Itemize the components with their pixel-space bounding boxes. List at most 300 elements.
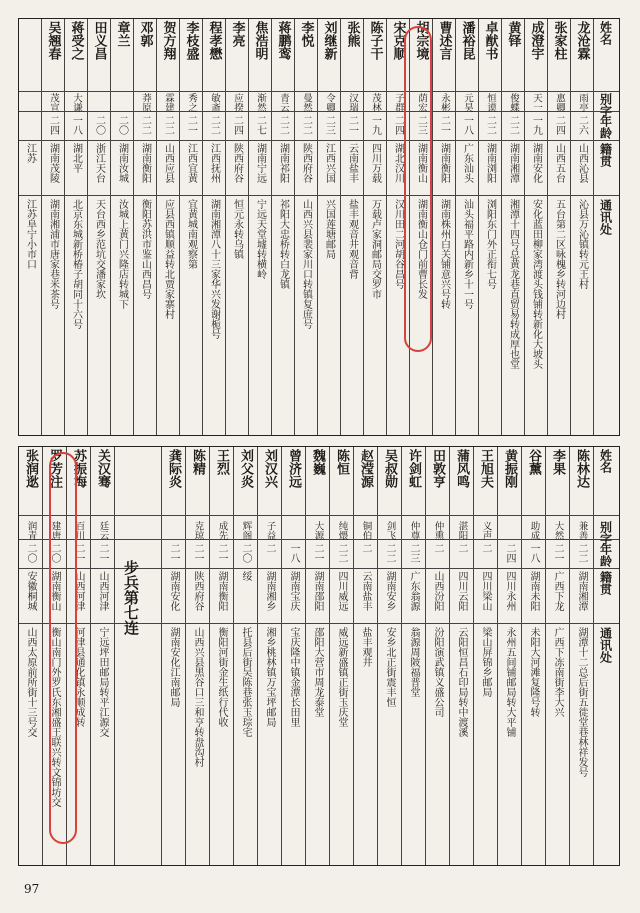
age-cell-wrap	[450, 543, 473, 567]
alias-cell: 兼善	[576, 521, 588, 540]
native-place-cell-wrap	[42, 143, 64, 193]
native-place-cell-wrap	[65, 143, 87, 193]
header-column	[594, 447, 618, 865]
age-cell-wrap	[364, 115, 386, 139]
alias-cell-wrap	[474, 521, 497, 539]
native-place-cell: 山西汾阳	[432, 571, 443, 611]
name-cell-wrap	[234, 449, 257, 517]
name-cell: 成澄宇	[528, 21, 544, 60]
address-cell: 广西下冻南街李大兴	[552, 627, 563, 717]
name-cell: 田敦亨	[430, 449, 445, 488]
address-cell: 衡山南门外罗氏东湘盛王联兴转文锦坊交	[49, 627, 60, 807]
native-place-cell: 山西河津	[73, 571, 84, 611]
native-place-cell: 湖南衡阳	[438, 143, 450, 183]
address-cell: 河津县通化镇永顺成转	[73, 627, 84, 727]
age-cell: 二〇	[240, 543, 251, 563]
native-place-cell: 四川永州	[504, 571, 515, 611]
alias-cell: 雨亭	[577, 93, 588, 112]
address-cell-wrap	[426, 627, 449, 857]
address-cell-wrap	[162, 627, 185, 857]
name-cell: 李果	[550, 449, 565, 475]
alias-cell: 曼然	[301, 93, 312, 112]
person-column	[498, 447, 522, 865]
native-place-cell: 湖南衡阳	[139, 143, 151, 183]
age-cell: 二四	[504, 543, 515, 563]
person-column	[157, 19, 180, 435]
header-name: 姓名	[598, 21, 613, 45]
address-cell-wrap	[91, 627, 114, 857]
alias-cell-wrap	[186, 521, 209, 539]
native-place-cell-wrap	[272, 143, 294, 193]
address-cell: 衡阳苏洪市鉴山西昌号	[139, 199, 151, 299]
address-cell: 云阳恒昌石印局转中渡溪	[456, 627, 467, 737]
header-native: 籍贯	[598, 143, 613, 167]
name-cell-wrap	[186, 449, 209, 517]
name-cell: 李亮	[229, 21, 245, 47]
alias-cell: 霖建	[163, 93, 174, 112]
age-cell: 二一	[192, 543, 203, 563]
native-place-cell: 四川梁山	[480, 571, 491, 611]
name-cell: 贺方翔	[160, 21, 176, 60]
native-place-cell-wrap	[570, 571, 593, 621]
highlight-oval-bottom	[49, 452, 77, 844]
age-cell: 二二	[336, 543, 347, 563]
address-cell: 盐丰观井	[360, 627, 371, 667]
alias-cell: 大然	[552, 521, 564, 540]
name-cell-wrap	[210, 449, 233, 517]
native-place-cell: 山西河津	[97, 571, 108, 611]
alias-cell-wrap	[19, 93, 41, 111]
alias-cell: 应揆	[232, 93, 243, 112]
native-place-cell-wrap	[378, 571, 401, 621]
name-cell-wrap	[282, 449, 305, 517]
native-place-cell-wrap	[249, 143, 271, 193]
name-cell: 罗芳注	[47, 449, 62, 488]
name-cell-wrap	[571, 21, 593, 89]
address-cell: 五台第二区咏槐乡转河边村	[553, 199, 565, 319]
name-cell: 黄振刚	[502, 449, 517, 488]
age-cell-wrap	[402, 543, 425, 567]
alias-cell-wrap	[162, 521, 185, 539]
address-cell-wrap	[306, 627, 329, 857]
age-cell: 二一	[438, 115, 450, 135]
alias-cell-wrap	[318, 93, 340, 111]
age-cell: 二二	[507, 115, 519, 135]
address-cell: 湖南安化江南邮局	[168, 627, 179, 707]
address-cell: 衡阳河街金生纸行代收	[216, 627, 227, 727]
age-cell-wrap	[186, 543, 209, 567]
alias-cell-wrap	[571, 93, 593, 111]
name-cell: 刘继新	[321, 21, 337, 60]
native-place-cell: 江苏	[24, 143, 36, 163]
native-place-cell: 江西兴国	[323, 143, 335, 183]
native-place-cell: 安徽桐城	[25, 571, 36, 611]
age-cell-wrap	[548, 115, 570, 139]
person-column	[546, 447, 570, 865]
address-cell: 安化蓝田柳家湾渡头钱铺转新化大坡头	[530, 199, 542, 369]
age-cell-wrap	[65, 115, 87, 139]
name-cell-wrap	[594, 21, 618, 89]
native-place-cell-wrap	[258, 571, 281, 621]
address-cell: 祁阳大忠桥转白龙镇	[277, 199, 289, 289]
native-place-cell-wrap	[402, 571, 425, 621]
address-cell-wrap	[378, 627, 401, 857]
person-column	[65, 19, 88, 435]
age-cell: 二一	[346, 115, 358, 135]
alias-cell-wrap	[522, 521, 545, 539]
age-cell-wrap	[522, 543, 545, 567]
native-place-cell-wrap	[498, 571, 521, 621]
native-place-cell-wrap	[134, 143, 156, 193]
alias-cell: 元昊	[462, 93, 473, 112]
native-place-cell-wrap	[354, 571, 377, 621]
name-cell-wrap	[111, 21, 133, 89]
name-cell: 赵滢源	[358, 449, 373, 488]
native-place-cell: 浙江天台	[93, 143, 105, 183]
alias-cell: 仲熏	[432, 521, 444, 540]
age-cell: 二	[456, 543, 467, 553]
section-title-column	[115, 447, 162, 865]
alias-cell-wrap	[450, 521, 473, 539]
native-place-cell: 湖南安化	[168, 571, 179, 611]
address-cell-wrap	[433, 199, 455, 429]
address-cell: 盐丰观音井观音背	[346, 199, 358, 279]
person-column	[433, 19, 456, 435]
name-cell: 陈林达	[574, 449, 589, 488]
name-cell-wrap	[502, 21, 524, 89]
top-columns	[19, 19, 618, 435]
name-cell-wrap	[594, 449, 618, 517]
person-column	[378, 447, 402, 865]
person-column	[272, 19, 295, 435]
name-cell: 蒲风鸣	[454, 449, 469, 488]
native-place-cell: 四川威远	[336, 571, 347, 611]
address-cell-wrap	[546, 627, 569, 857]
name-cell: 刘父炎	[238, 449, 253, 488]
address-cell-wrap	[180, 199, 202, 429]
name-cell-wrap	[330, 449, 353, 517]
age-cell-wrap	[433, 115, 455, 139]
name-cell: 张家柱	[551, 21, 567, 60]
name-cell-wrap	[203, 21, 225, 89]
age-cell: 一八	[528, 543, 539, 563]
name-cell-wrap	[474, 449, 497, 517]
native-place-cell: 湖南邵阳	[312, 571, 323, 611]
address-cell-wrap	[258, 627, 281, 857]
address-cell: 湖南湘潭八十三家华兴发谢栀号	[208, 199, 220, 339]
alias-cell: 纯煨	[336, 521, 348, 540]
age-cell: 二二	[139, 115, 151, 135]
address-cell: 江苏阜宁小市口	[24, 199, 36, 269]
native-place-cell: 绥	[240, 571, 251, 581]
alias-cell-wrap	[570, 521, 593, 539]
native-place-cell-wrap	[548, 143, 570, 193]
address-cell-wrap	[157, 199, 179, 429]
name-cell: 王烈	[214, 449, 229, 475]
address-cell: 湖南株州白关铺意兴号转	[438, 199, 450, 309]
address-cell-wrap	[594, 199, 618, 429]
age-cell-wrap	[295, 115, 317, 139]
name-cell-wrap	[19, 449, 42, 517]
name-cell: 李枝盛	[183, 21, 199, 60]
person-column	[249, 19, 272, 435]
header-age: 年龄	[598, 115, 613, 139]
address-cell-wrap	[502, 199, 524, 429]
address-cell-wrap	[234, 627, 257, 857]
alias-cell: 建唐	[49, 521, 61, 540]
age-cell-wrap	[258, 543, 281, 567]
native-place-cell-wrap	[571, 143, 593, 193]
alias-cell-wrap	[502, 93, 524, 111]
age-cell-wrap	[341, 115, 363, 139]
alias-cell-wrap	[258, 521, 281, 539]
native-place-cell: 湖南安化	[530, 143, 542, 183]
age-cell: 二四	[553, 115, 565, 135]
native-place-cell: 湖南宝庆	[288, 571, 299, 611]
native-place-cell-wrap	[88, 143, 110, 193]
age-cell-wrap	[594, 115, 618, 139]
age-cell-wrap	[546, 543, 569, 567]
address-cell: 山西兴县黑谷口三和亨转盘沟村	[192, 627, 203, 767]
native-place-cell-wrap	[234, 571, 257, 621]
alias-cell-wrap	[111, 93, 133, 111]
alias-cell-wrap	[91, 521, 114, 539]
age-cell-wrap	[570, 543, 593, 567]
age-cell: 二三	[408, 543, 419, 563]
age-cell: 二〇	[49, 543, 60, 563]
native-place-cell-wrap	[594, 571, 618, 621]
address-cell-wrap	[282, 627, 305, 857]
alias-cell-wrap	[88, 93, 110, 111]
address-cell-wrap	[456, 199, 478, 429]
native-place-cell-wrap	[295, 143, 317, 193]
native-place-cell: 湖南湘潭	[576, 571, 587, 611]
age-cell: 二	[360, 543, 371, 553]
native-place-cell-wrap	[306, 571, 329, 621]
age-cell: 二七	[254, 115, 266, 135]
person-column	[450, 447, 474, 865]
alias-cell-wrap	[134, 93, 156, 111]
highlight-oval-top	[404, 26, 432, 352]
native-place-cell: 四川云阳	[456, 571, 467, 611]
alias-cell: 湛阳	[456, 521, 468, 540]
name-cell-wrap	[306, 449, 329, 517]
person-column	[502, 19, 525, 435]
age-cell-wrap	[19, 543, 42, 567]
alias-cell-wrap	[456, 93, 478, 111]
age-cell: 二三	[415, 115, 427, 135]
person-column	[19, 19, 42, 435]
alias-cell: 永彬	[439, 93, 450, 112]
alias-cell: 敏斋	[209, 93, 220, 112]
person-column	[282, 447, 306, 865]
age-cell-wrap	[282, 543, 305, 567]
age-cell: 二一	[216, 543, 227, 563]
alias-cell: 惠卿	[554, 93, 565, 112]
age-cell-wrap	[525, 115, 547, 139]
address-cell-wrap	[88, 199, 110, 429]
person-column	[88, 19, 111, 435]
address-cell-wrap	[210, 627, 233, 857]
native-place-cell: 陕西府谷	[192, 571, 203, 611]
person-column	[402, 447, 426, 865]
name-cell: 蒋鹏鸾	[275, 21, 291, 60]
age-cell: 二一	[185, 115, 197, 135]
name-cell: 邓郭	[137, 21, 153, 47]
name-cell: 章兰	[114, 21, 130, 47]
native-place-cell: 山西五台	[553, 143, 565, 183]
address-cell: 宁远坪田邮局转平江源交	[97, 627, 108, 737]
person-column	[318, 19, 341, 435]
native-place-cell-wrap	[19, 571, 42, 621]
name-cell-wrap	[498, 449, 521, 517]
native-place-cell: 湖南茂陵	[47, 143, 59, 183]
name-cell-wrap	[354, 449, 377, 517]
name-cell: 王旭夫	[478, 449, 493, 488]
address-cell-wrap	[111, 199, 133, 429]
native-place-cell-wrap	[474, 571, 497, 621]
age-cell: 一八	[70, 115, 82, 135]
alias-cell-wrap	[157, 93, 179, 111]
address-cell-wrap	[19, 627, 42, 857]
age-cell: 二二	[576, 543, 587, 563]
age-cell: 二四	[392, 115, 404, 135]
native-place-cell: 湖南衡山	[415, 143, 427, 183]
address-cell: 安乡北正街震丰恒	[384, 627, 395, 707]
native-place-cell-wrap	[479, 143, 501, 193]
native-place-cell-wrap	[522, 571, 545, 621]
address-cell: 宝庆隆中镇金潭长田里	[288, 627, 299, 727]
address-cell: 湘乡桃林镇万宝坪邮局	[264, 627, 275, 727]
alias-cell: 义声	[480, 521, 492, 540]
name-cell: 许剑虹	[406, 449, 421, 488]
address-cell-wrap	[272, 199, 294, 429]
person-column	[426, 447, 450, 865]
age-cell-wrap	[318, 115, 340, 139]
address-cell-wrap	[341, 199, 363, 429]
name-cell-wrap	[65, 21, 87, 89]
native-place-cell: 山西应县	[162, 143, 174, 183]
age-cell-wrap	[272, 115, 294, 139]
person-column	[91, 447, 115, 865]
name-cell: 关汉骞	[95, 449, 110, 488]
address-cell: 天台西乡范坑交潘家坎	[93, 199, 105, 299]
name-cell: 陈子干	[367, 21, 383, 60]
native-place-cell-wrap	[282, 571, 305, 621]
age-cell: 一八	[461, 115, 473, 135]
alias-cell-wrap	[203, 93, 225, 111]
person-column	[210, 447, 234, 865]
age-cell: 二二	[277, 115, 289, 135]
address-cell-wrap	[498, 627, 521, 857]
native-place-cell-wrap	[203, 143, 225, 193]
age-cell-wrap	[19, 115, 41, 139]
alias-cell: 秀之	[186, 93, 197, 112]
person-column	[522, 447, 546, 865]
alias-cell: 子益	[264, 521, 276, 540]
native-place-cell-wrap	[157, 143, 179, 193]
age-cell: 一九	[369, 115, 381, 135]
native-place-cell-wrap	[162, 571, 185, 621]
address-cell: 应县西镇顺益转北贾家寨村	[162, 199, 174, 319]
person-column	[258, 447, 282, 865]
name-cell-wrap	[180, 21, 202, 89]
native-place-cell: 云南盐丰	[346, 143, 358, 183]
person-column	[19, 447, 43, 865]
alias-cell: 俊蝶	[508, 93, 519, 112]
alias-cell: 成先	[216, 521, 228, 540]
age-cell-wrap	[234, 543, 257, 567]
alias-cell: 廷云	[97, 521, 109, 540]
age-cell: 一九	[530, 115, 542, 135]
section-title: 步兵第七连	[122, 560, 140, 635]
name-cell: 曹述言	[436, 21, 452, 60]
name-cell-wrap	[134, 21, 156, 89]
name-cell-wrap	[42, 21, 64, 89]
alias-cell-wrap	[19, 521, 42, 539]
name-cell: 曾济远	[286, 449, 301, 488]
native-place-cell: 江西抚州	[208, 143, 220, 183]
address-cell: 宁远天堂墟转横岭	[254, 199, 266, 279]
native-place-cell: 湖北汉川	[392, 143, 404, 183]
age-cell-wrap	[226, 115, 248, 139]
name-cell: 魏巍	[310, 449, 325, 475]
person-column	[571, 19, 594, 435]
native-place-cell: 湖南浏阳	[484, 143, 496, 183]
native-place-cell: 湖南衡阳	[216, 571, 227, 611]
alias-cell: 辉阁	[240, 521, 252, 540]
name-cell-wrap	[378, 449, 401, 517]
person-column	[474, 447, 498, 865]
alias-cell: 茂林	[370, 93, 381, 112]
alias-cell-wrap	[479, 93, 501, 111]
name-cell-wrap	[318, 21, 340, 89]
alias-cell-wrap	[354, 521, 377, 539]
alias-cell-wrap	[433, 93, 455, 111]
address-cell-wrap	[134, 199, 156, 429]
native-place-cell-wrap	[210, 571, 233, 621]
age-cell-wrap	[134, 115, 156, 139]
header-column	[594, 19, 618, 435]
alias-cell: 铜伯	[360, 521, 372, 540]
native-place-cell-wrap	[318, 143, 340, 193]
age-cell-wrap	[157, 115, 179, 139]
name-cell: 张润逖	[23, 449, 38, 488]
age-cell-wrap	[479, 115, 501, 139]
address-cell: 梁山屏锦乡邮局	[480, 627, 491, 697]
alias-cell: 子群	[393, 93, 404, 112]
name-cell-wrap	[226, 21, 248, 89]
age-cell-wrap	[354, 543, 377, 567]
name-cell: 李悦	[298, 21, 314, 47]
name-cell: 卓猷书	[482, 21, 498, 60]
alias-cell-wrap	[180, 93, 202, 111]
native-place-cell: 云南盐丰	[360, 571, 371, 611]
native-place-cell: 湖南汝城	[116, 143, 128, 183]
address-cell-wrap	[203, 199, 225, 429]
address-cell: 湖南衡山仓门前曹长发	[415, 199, 427, 299]
name-cell: 龚际炎	[166, 449, 181, 488]
alias-cell-wrap	[226, 93, 248, 111]
name-cell-wrap	[546, 449, 569, 517]
age-cell-wrap	[88, 115, 110, 139]
header-address: 通讯处	[598, 199, 613, 235]
alias-cell-wrap	[498, 521, 521, 539]
age-cell: 二	[480, 543, 491, 553]
native-place-cell: 湖南宁远	[254, 143, 266, 183]
age-cell-wrap	[162, 543, 185, 567]
name-cell-wrap	[548, 21, 570, 89]
